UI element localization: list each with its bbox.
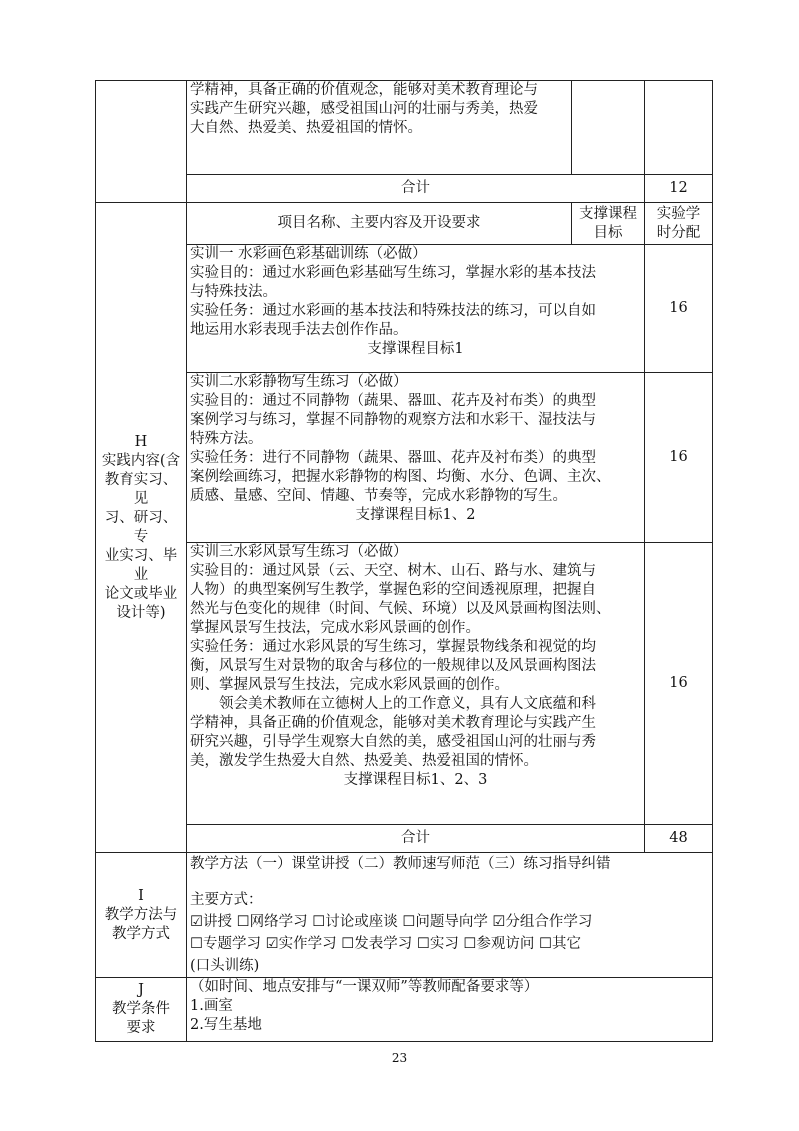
label-line: 要求 — [126, 1020, 156, 1036]
section-j-row — [96, 978, 713, 1042]
total-row-top — [96, 175, 713, 203]
support-target: 支撑课程目标1 — [367, 341, 464, 357]
main-label: 主要方式： — [190, 892, 263, 908]
support-target: 支撑课程目标1、2 — [355, 507, 476, 523]
checkbox-row: (口头训练) — [190, 958, 260, 974]
training-row-3 — [96, 543, 713, 825]
text-line: 地运用水彩表现手法去创作作品。 — [190, 322, 408, 338]
header-line: 支撑课程 — [579, 205, 637, 222]
text-line: 学精神，具备正确的价值观念，能够对美术教育理论与实践产生 — [190, 715, 596, 731]
label-line: 实践内容(含 — [101, 452, 181, 469]
total-row-h — [96, 825, 713, 853]
syllabus-table — [95, 80, 713, 1042]
text-line: 实践产生研究兴趣，感受祖国山河的壮丽与秀美，热爱 — [190, 101, 538, 117]
header-line: 时分配 — [656, 224, 701, 241]
text-line: 然光与色变化的规律（时间、气候、环境）以及风景画构图法则、 — [190, 601, 611, 617]
label-line: J — [138, 982, 144, 998]
label-line: 教学方式 — [112, 925, 170, 942]
section-i-row — [96, 853, 713, 978]
text-line: 学精神，具备正确的价值观念，能够对美术教育理论与 — [190, 82, 538, 98]
hours-value: 16 — [645, 543, 713, 825]
checkbox-row: ☐专题学习 ☑实作学习 ☐发表学习 ☐实习 ☐参观访问 ☐其它 — [190, 936, 582, 952]
hours-value: 16 — [645, 245, 713, 373]
text-line: 质感、量感、空间、情趣、节奏等，完成水彩静物的写生。 — [190, 488, 567, 504]
header-line: 目标 — [593, 224, 623, 241]
training-content — [187, 543, 645, 825]
continued-row — [96, 81, 713, 175]
text-line: 2.写生基地 — [190, 1017, 262, 1033]
label-line: H — [134, 433, 148, 450]
section-i-label — [96, 853, 187, 978]
header-support — [572, 203, 645, 245]
text-line: 实验任务：通过水彩画的基本技法和特殊技法的练习，可以自如 — [190, 303, 596, 319]
text-line: 实验任务：通过水彩风景的写生练习，掌握景物线条和视觉的均 — [190, 639, 596, 655]
text-line: （如时间、地点安排与“一课双师”等教师配备要求等） — [190, 979, 539, 995]
text-line: 与特殊技法。 — [190, 284, 277, 300]
header-hours — [645, 203, 713, 245]
text-line: 案例绘画练习，把握水彩静物的构图、均衡、水分、色调、主次、 — [190, 469, 611, 485]
label-line: 设计等) — [116, 604, 166, 621]
section-j-label — [96, 978, 187, 1042]
hours-value: 16 — [645, 373, 713, 543]
methods-line: 教学方法（一）课堂讲授（二）教师速写师范（三）练习指导纠错 — [190, 856, 611, 872]
text-line: 人物）的典型案例写生教学，掌握色彩的空间透视原理，把握自 — [190, 582, 596, 598]
blank-cell — [572, 81, 645, 175]
training-row-2 — [96, 373, 713, 543]
total-value: 48 — [645, 825, 713, 853]
checkbox-row: ☑讲授 ☐网络学习 ☐讨论或座谈 ☐问题导向学 ☑分组合作学习 — [190, 914, 593, 930]
training-content — [187, 373, 645, 543]
text-line: 掌握风景写生技法，完成水彩风景画的创作。 — [190, 620, 480, 636]
section-h-header-row — [96, 203, 713, 245]
text-line: 实训二水彩静物写生练习（必做） — [190, 374, 408, 390]
label-line: 教学条件 — [112, 1001, 170, 1017]
text-line: 领会美术教师在立德树人上的工作意义，具有人文底蕴和科 — [219, 696, 596, 712]
text-line: 研究兴趣，引导学生观察大自然的美，感受祖国山河的壮丽与秀 — [190, 734, 596, 750]
support-target: 支撑课程目标1、2、3 — [343, 772, 488, 788]
text-line: 1.画室 — [190, 998, 233, 1014]
label-line: 业实习、毕业 — [104, 547, 178, 583]
total-value: 12 — [645, 175, 713, 203]
continued-text — [187, 81, 572, 175]
text-line: 衡，风景写生对景物的取舍与移位的一般规律以及风景画构图法 — [190, 658, 596, 674]
text-line: 实验目的：通过不同静物（蔬果、器皿、花卉及衬布类）的典型 — [190, 393, 596, 409]
label-line: 论文或毕业 — [104, 585, 178, 602]
text-line: 美，激发学生热爱大自然、热爱美、热爱祖国的情怀。 — [190, 753, 538, 769]
header-line: 实验学 — [656, 205, 701, 222]
section-h-label — [96, 203, 187, 853]
header-project: 项目名称、主要内容及开设要求 — [187, 203, 572, 245]
text-line: 实验目的：通过风景（云、天空、树木、山石、路与水、建筑与 — [190, 563, 596, 579]
training-row-1 — [96, 245, 713, 373]
conditions — [187, 978, 713, 1042]
text-line: 实验目的：通过水彩画色彩基础写生练习，掌握水彩的基本技法 — [190, 265, 596, 281]
label-line: 教育实习、见 — [104, 471, 178, 507]
text-line: 特殊方法。 — [190, 431, 263, 447]
teaching-methods — [187, 853, 713, 978]
total-label: 合计 — [187, 175, 645, 203]
text-line: 则、掌握风景写生技法，完成水彩风景画的创作。 — [190, 677, 509, 693]
label-line: I — [138, 887, 144, 904]
page-number: 23 — [391, 1051, 408, 1065]
label-line: 习、研习、专 — [104, 509, 178, 545]
text-line: 实验任务：进行不同静物（蔬果、器皿、花卉及衬布类）的典型 — [190, 450, 596, 466]
blank-cell — [645, 81, 713, 175]
text-line: 案例学习与练习，掌握不同静物的观察方法和水彩干、湿技法与 — [190, 412, 596, 428]
training-content — [187, 245, 645, 373]
text-line: 实训一 水彩画色彩基础训练（必做） — [190, 246, 427, 262]
text-line: 大自然、热爱美、热爱祖国的情怀。 — [190, 120, 422, 136]
text-line: 实训三水彩风景写生练习（必做） — [190, 544, 408, 560]
blank-label-cell — [96, 81, 187, 203]
label-line: 教学方法与 — [104, 906, 178, 923]
total-label: 合计 — [187, 825, 645, 853]
